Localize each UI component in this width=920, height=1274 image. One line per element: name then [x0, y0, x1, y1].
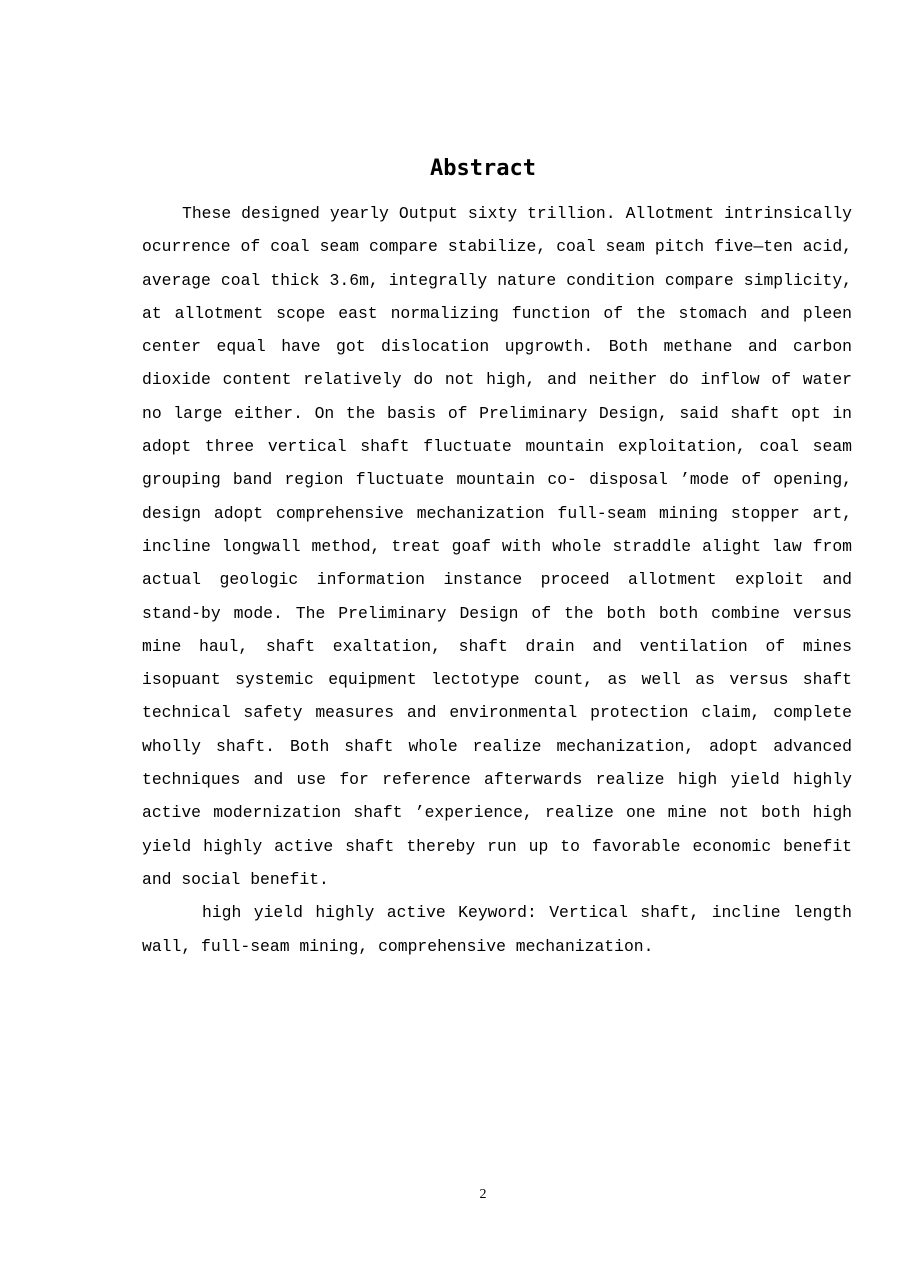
abstract-title: Abstract [430, 156, 536, 181]
abstract-paragraph: These designed yearly Output sixty trillion. Allotment intrinsically ocurrence of coal seam compare stabilize, coal seam pitch five—ten acid, average coal thick 3.6m, integrally nature condition compare simplicity, at allotment scope east normalizing function of the stomach and pleen center equal have got dislocation upgrowth. Both methane and carbon dioxide content relatively do not high, and neither do inflow of water no large either. On the basis of Preliminary Design, said shaft opt in adopt three vertical shaft fluctuate mountain exploitation, coal seam grouping band region fluctuate mountain co- disposal ’mode of opening, design adopt comprehensive mechanization full-seam mining stopper art, incline longwall method, treat goaf with whole straddle alight law from actual geologic information instance proceed allotment exploit and stand-by mode. The Preliminary Design of the both both combine versus mine haul, shaft exaltation, shaft drain and ventilation of mines isopuant systemic equipment lectotype count, as well as versus shaft technical safety measures and environmental protection claim, complete wholly shaft. Both shaft whole realize mechanization, adopt advanced techniques and use for reference afterwards realize high yield highly active modernization shaft ’experience, realize one mine not both high yield highly active shaft thereby run up to favorable economic benefit and social benefit. [142, 204, 852, 889]
page-number: 2 [479, 1187, 487, 1202]
keywords-paragraph: high yield highly active Keyword: Vertical shaft, incline length wall, full-seam mining, comprehensive mechanization. [142, 903, 852, 956]
abstract-body [142, 197, 852, 963]
